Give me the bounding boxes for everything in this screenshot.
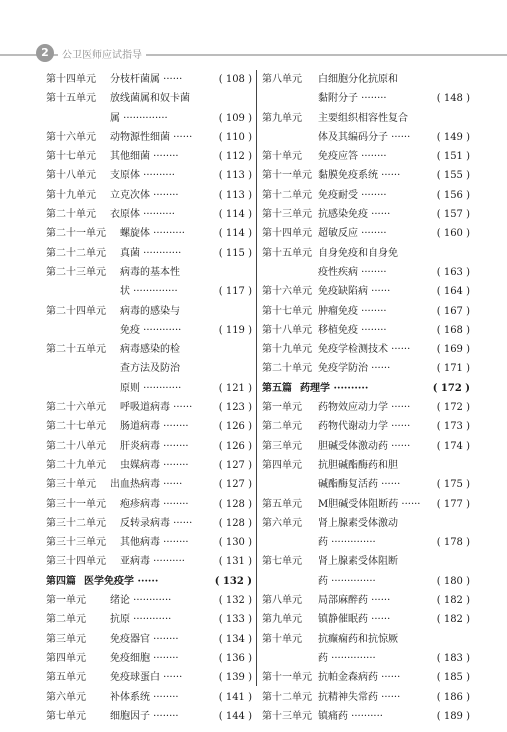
toc-right-column <box>262 70 470 726</box>
toc-unit-label: 第十八单元 <box>46 170 96 182</box>
toc-page-number: ( 155 ) <box>436 170 470 182</box>
toc-unit-label: 第二十一单元 <box>46 228 106 240</box>
toc-entry-title: 胆碱受体激动药 ······ <box>318 440 411 452</box>
toc-entry <box>46 630 252 649</box>
toc-page-number: ( 113 ) <box>218 170 252 182</box>
toc-entry-title: 查方法及防治 <box>120 363 180 375</box>
toc-unit-label: 第一单元 <box>46 595 86 607</box>
toc-entry-title: 肾上腺素受体阻断 <box>318 556 398 568</box>
toc-entry <box>262 109 470 148</box>
column-divider <box>256 70 257 686</box>
toc-unit-label: 第二十七单元 <box>46 421 106 433</box>
toc-unit-label: 第二十二单元 <box>46 247 106 259</box>
toc-page-number: ( 113 ) <box>218 189 252 201</box>
page-header <box>0 44 507 66</box>
toc-entry-title: 体及其编码分子 ······ <box>318 131 411 143</box>
toc-unit-label: 第二十六单元 <box>46 402 106 414</box>
toc-entry <box>262 514 470 553</box>
toc-entry <box>46 668 252 687</box>
book-title: 公卫医师应试指导 <box>58 46 146 61</box>
toc-page-number: ( 160 ) <box>436 228 470 240</box>
toc-unit-label: 第十七单元 <box>262 305 312 317</box>
toc-entry <box>46 186 252 205</box>
toc-entry-title: 真菌 ············ <box>120 247 182 259</box>
toc-entry-title: 主要组织相容性复合 <box>318 112 408 124</box>
toc-entry-title: M胆碱受体阻断药 ······ <box>318 498 421 510</box>
toc-unit-label: 第十九单元 <box>262 344 312 356</box>
toc-entry <box>46 263 252 302</box>
toc-page-number: ( 109 ) <box>218 112 252 124</box>
toc-unit-label: 第十四单元 <box>46 74 96 85</box>
toc-part-heading <box>262 379 470 398</box>
toc-entry <box>262 205 470 224</box>
toc-page-number: ( 132 ) <box>218 595 252 607</box>
toc-left-column <box>46 70 252 726</box>
toc-entry-title: 免疫应答 ········ <box>318 151 387 163</box>
toc-entry <box>262 610 470 629</box>
toc-page-number: ( 189 ) <box>436 710 470 722</box>
toc-unit-label: 第六单元 <box>262 517 302 529</box>
toc-entry <box>262 495 470 514</box>
toc-entry-title: 放线菌属和奴卡菌 <box>110 93 190 105</box>
toc-entry <box>46 591 252 610</box>
toc-entry <box>262 707 470 726</box>
toc-unit-label: 第五篇 <box>262 382 292 394</box>
toc-entry <box>262 591 470 610</box>
toc-unit-label: 第三十四单元 <box>46 556 106 568</box>
toc-entry-title: 自身免疫和自身免 <box>318 247 398 259</box>
toc-page-number: ( 119 ) <box>218 324 252 336</box>
page-number: 2 <box>36 44 54 62</box>
toc-entry-title: 药 ·············· <box>318 575 376 587</box>
toc-entry <box>262 70 470 109</box>
toc-page-number: ( 149 ) <box>436 131 470 143</box>
toc-page-number: ( 182 ) <box>436 595 470 607</box>
toc-unit-label: 第四单元 <box>46 652 86 664</box>
toc-entry <box>46 147 252 166</box>
toc-page-number: ( 182 ) <box>436 614 470 626</box>
toc-page-number: ( 127 ) <box>218 479 252 491</box>
toc-entry <box>46 302 252 341</box>
toc-unit-label: 第二十单元 <box>262 363 312 375</box>
toc-entry <box>46 475 252 494</box>
toc-page-number: ( 144 ) <box>218 710 252 722</box>
toc-unit-label: 第六单元 <box>46 691 86 703</box>
toc-entry <box>46 495 252 514</box>
toc-entry-title: 抗感染免疫 ······ <box>318 209 391 221</box>
toc-entry <box>46 224 252 243</box>
toc-page-number: ( 132 ) <box>214 575 252 587</box>
toc-page-number: ( 114 ) <box>218 209 252 221</box>
toc-entry-title: 病毒感染的检 <box>120 344 180 356</box>
toc-unit-label: 第一单元 <box>262 402 302 414</box>
toc-entry <box>262 417 470 436</box>
toc-entry-title: 免疫细胞 ········ <box>110 652 179 664</box>
toc-page-number: ( 178 ) <box>436 537 470 549</box>
toc-entry <box>262 147 470 166</box>
toc-page-number: ( 114 ) <box>218 228 252 240</box>
toc-unit-label: 第三十单元 <box>46 479 96 491</box>
toc-entry-title: 反转录病毒 ······ <box>120 517 193 529</box>
toc-unit-label: 第三单元 <box>46 633 86 645</box>
toc-unit-label: 第十二单元 <box>262 189 312 201</box>
toc-unit-label: 第十七单元 <box>46 151 96 163</box>
toc-page-number: ( 174 ) <box>436 440 470 452</box>
toc-page-number: ( 141 ) <box>218 691 252 703</box>
toc-entry-title: 螺旋体 ·········· <box>120 228 185 240</box>
toc-entry <box>262 186 470 205</box>
toc-unit-label: 第二十九单元 <box>46 459 106 471</box>
toc-page-number: ( 117 ) <box>218 286 252 298</box>
toc-unit-label: 第十九单元 <box>46 189 96 201</box>
toc-unit-label: 第五单元 <box>46 672 86 684</box>
toc-unit-label: 第十三单元 <box>262 209 312 221</box>
toc-page-number: ( 126 ) <box>218 421 252 433</box>
toc-entry <box>46 417 252 436</box>
toc-entry-title: 呼吸道病毒 ······ <box>120 402 193 414</box>
toc-entry <box>262 668 470 687</box>
toc-entry <box>46 688 252 707</box>
toc-entry-title: 其他病毒 ········ <box>120 537 189 549</box>
toc-unit-label: 第三十一单元 <box>46 498 106 510</box>
toc-entry-title: 肾上腺素受体激动 <box>318 517 398 529</box>
toc-unit-label: 第十六单元 <box>46 131 96 143</box>
toc-entry-title: 属 ·············· <box>110 112 168 124</box>
toc-unit-label: 第十一单元 <box>262 170 312 182</box>
toc-page-number: ( 148 ) <box>436 93 470 105</box>
toc-entry-title: 镇静催眠药 ······ <box>318 614 391 626</box>
toc-entry <box>46 610 252 629</box>
toc-page-number: ( 112 ) <box>218 151 252 163</box>
toc-unit-label: 第三单元 <box>262 440 302 452</box>
toc-entry <box>46 398 252 417</box>
toc-page-number: ( 128 ) <box>218 498 252 510</box>
toc-unit-label: 第二十三单元 <box>46 266 106 278</box>
toc-unit-label: 第七单元 <box>46 710 86 722</box>
toc-entry-title: 原则 ············ <box>120 382 182 394</box>
toc-page-number: ( 163 ) <box>436 266 470 278</box>
toc-page-number: ( 123 ) <box>218 402 252 414</box>
toc-unit-label: 第二十八单元 <box>46 440 106 452</box>
toc-entry-title: 疫性疾病 ········ <box>318 266 387 278</box>
toc-entry-title: 免疫耐受 ········ <box>318 189 387 201</box>
toc-entry-title: 医学免疫学 ······ <box>84 575 159 587</box>
toc-unit-label: 第二十单元 <box>46 209 96 221</box>
toc-entry <box>46 649 252 668</box>
toc-page-number: ( 126 ) <box>218 440 252 452</box>
toc-entry <box>262 437 470 456</box>
toc-entry <box>46 166 252 185</box>
toc-unit-label: 第八单元 <box>262 595 302 607</box>
toc-entry <box>262 398 470 417</box>
toc-entry-title: 状 ·············· <box>120 286 178 298</box>
toc-page-number: ( 110 ) <box>218 131 252 143</box>
toc-entry <box>262 302 470 321</box>
toc-page-number: ( 171 ) <box>436 363 470 375</box>
toc-entry <box>262 244 470 283</box>
toc-entry-title: 亚病毒 ·········· <box>120 556 185 568</box>
toc-entry <box>46 89 252 128</box>
toc-entry-title: 肠道病毒 ········ <box>120 421 189 433</box>
toc-entry <box>46 533 252 552</box>
toc-entry-title: 局部麻醉药 ······ <box>318 595 391 607</box>
toc-part-heading <box>46 572 252 591</box>
toc-entry <box>262 688 470 707</box>
toc-entry-title: 抗帕金森病药 ······ <box>318 672 401 684</box>
toc-entry-title: 药物代谢动力学 ······ <box>318 421 411 433</box>
toc-entry <box>46 456 252 475</box>
toc-page-number: ( 173 ) <box>436 421 470 433</box>
toc-unit-label: 第二单元 <box>46 614 86 626</box>
toc-entry <box>262 282 470 301</box>
toc-entry-title: 黏膜免疫系统 ······ <box>318 170 401 182</box>
toc-entry-title: 补体系统 ········ <box>110 691 179 703</box>
toc-page-number: ( 130 ) <box>218 537 252 549</box>
toc-entry-title: 移植免疫 ········ <box>318 324 387 336</box>
toc-page-number: ( 108 ) <box>218 74 252 85</box>
toc-entry-title: 镇痛药 ·········· <box>318 710 383 722</box>
toc-unit-label: 第十单元 <box>262 633 302 645</box>
toc-entry-title: 肝炎病毒 ········ <box>120 440 189 452</box>
toc-entry-title: 虫媒病毒 ········ <box>120 459 189 471</box>
toc-entry-title: 药 ·············· <box>318 652 376 664</box>
toc-page-number: ( 121 ) <box>218 382 252 394</box>
toc-entry-title: 其他细菌 ········ <box>110 151 179 163</box>
toc-entry-title: 抗癫痫药和抗惊厥 <box>318 633 398 645</box>
toc-unit-label: 第二单元 <box>262 421 302 433</box>
toc-page-number: ( 164 ) <box>436 286 470 298</box>
toc-page-number: ( 139 ) <box>218 672 252 684</box>
toc-unit-label: 第十二单元 <box>262 691 312 703</box>
toc-entry-title: 抗原 ············ <box>110 614 172 626</box>
toc-entry-title: 支原体 ·········· <box>110 170 175 182</box>
toc-unit-label: 第十单元 <box>262 151 302 163</box>
toc-unit-label: 第五单元 <box>262 498 302 510</box>
toc-entry-title: 绪论 ············ <box>110 595 172 607</box>
toc-entry-title: 动物源性细菌 ······ <box>110 131 193 143</box>
toc-entry <box>262 456 470 495</box>
toc-page-number: ( 175 ) <box>436 479 470 491</box>
toc-unit-label: 第八单元 <box>262 74 302 85</box>
toc-page-number: ( 172 ) <box>436 402 470 414</box>
toc-entry-title: 黏附分子 ········ <box>318 93 387 105</box>
toc-unit-label: 第三十三单元 <box>46 537 106 549</box>
toc-entry-title: 药物效应动力学 ······ <box>318 402 411 414</box>
toc-page-number: ( 134 ) <box>218 633 252 645</box>
toc-entry <box>46 514 252 533</box>
toc-entry-title: 出血热病毒 ······ <box>110 479 183 491</box>
toc-entry <box>262 166 470 185</box>
toc-entry-title: 抗胆碱酯酶药和胆 <box>318 459 398 471</box>
toc-unit-label: 第十五单元 <box>262 247 312 259</box>
toc-page-number: ( 167 ) <box>436 305 470 317</box>
toc-entry <box>262 321 470 340</box>
toc-entry-title: 细胞因子 ········ <box>110 710 179 722</box>
toc-entry-title: 白细胞分化抗原和 <box>318 74 398 85</box>
toc-entry-title: 免疫 ············ <box>120 324 182 336</box>
toc-entry <box>46 707 252 726</box>
toc-entry-title: 衣原体 ·········· <box>110 209 175 221</box>
toc-entry-title: 病毒的基本性 <box>120 266 180 278</box>
toc-entry <box>262 224 470 243</box>
toc-entry-title: 免疫球蛋白 ······ <box>110 672 183 684</box>
toc-page-number: ( 136 ) <box>218 652 252 664</box>
toc-unit-label: 第九单元 <box>262 112 302 124</box>
toc-page-number: ( 172 ) <box>432 382 470 394</box>
toc-entry <box>46 340 252 398</box>
toc-entry-title: 免疫器官 ········ <box>110 633 179 645</box>
toc-page-number: ( 156 ) <box>436 189 470 201</box>
toc-entry-title: 病毒的感染与 <box>120 305 180 317</box>
toc-page-number: ( 169 ) <box>436 344 470 356</box>
toc-entry-title: 抗精神失常药 ······ <box>318 691 401 703</box>
toc-unit-label: 第三十二单元 <box>46 517 106 529</box>
toc-unit-label: 第十一单元 <box>262 672 312 684</box>
toc-entry-title: 药理学 ·········· <box>300 382 369 394</box>
toc-unit-label: 第四单元 <box>262 459 302 471</box>
toc-entry <box>262 630 470 669</box>
toc-page-number: ( 127 ) <box>218 459 252 471</box>
toc-entry-title: 立克次体 ········ <box>110 189 179 201</box>
toc-unit-label: 第九单元 <box>262 614 302 626</box>
toc-page-number: ( 151 ) <box>436 151 470 163</box>
toc-entry <box>46 205 252 224</box>
toc-unit-label: 第二十四单元 <box>46 305 106 317</box>
toc-page-number: ( 183 ) <box>436 652 470 664</box>
toc-unit-label: 第十三单元 <box>262 710 312 722</box>
toc-page-number: ( 177 ) <box>436 498 470 510</box>
toc-page-number: ( 157 ) <box>436 209 470 221</box>
toc-page-number: ( 128 ) <box>218 517 252 529</box>
toc-entry <box>46 70 252 89</box>
toc-unit-label: 第十八单元 <box>262 324 312 336</box>
toc-entry <box>262 359 470 378</box>
toc-entry <box>46 128 252 147</box>
toc-entry <box>262 340 470 359</box>
toc-entry <box>262 552 470 591</box>
toc-page-number: ( 168 ) <box>436 324 470 336</box>
toc-unit-label: 第十六单元 <box>262 286 312 298</box>
toc-page-number: ( 131 ) <box>218 556 252 568</box>
toc-page-number: ( 115 ) <box>218 247 252 259</box>
toc-page-number: ( 185 ) <box>436 672 470 684</box>
toc-entry-title: 肿瘤免疫 ········ <box>318 305 387 317</box>
toc-entry-title: 分枝杆菌属 ······ <box>110 74 183 85</box>
toc-entry <box>46 437 252 456</box>
toc-entry-title: 免疫缺陷病 ······ <box>318 286 391 298</box>
toc-page-number: ( 180 ) <box>436 575 470 587</box>
toc-unit-label: 第四篇 <box>46 575 76 587</box>
toc-entry-title: 疱疹病毒 ········ <box>120 498 189 510</box>
toc-entry-title: 超敏反应 ········ <box>318 228 387 240</box>
toc-entry <box>46 244 252 263</box>
toc-page-number: ( 186 ) <box>436 691 470 703</box>
toc-unit-label: 第十四单元 <box>262 228 312 240</box>
toc-entry-title: 药 ·············· <box>318 537 376 549</box>
toc-unit-label: 第七单元 <box>262 556 302 568</box>
toc-unit-label: 第二十五单元 <box>46 344 106 356</box>
toc-page-number: ( 133 ) <box>218 614 252 626</box>
toc-entry-title: 免疫学检测技术 ······ <box>318 344 411 356</box>
toc-entry <box>46 552 252 571</box>
toc-entry-title: 碱酯酶复活药 ······ <box>318 479 401 491</box>
toc-entry-title: 免疫学防治 ······ <box>318 363 391 375</box>
toc-unit-label: 第十五单元 <box>46 93 96 105</box>
